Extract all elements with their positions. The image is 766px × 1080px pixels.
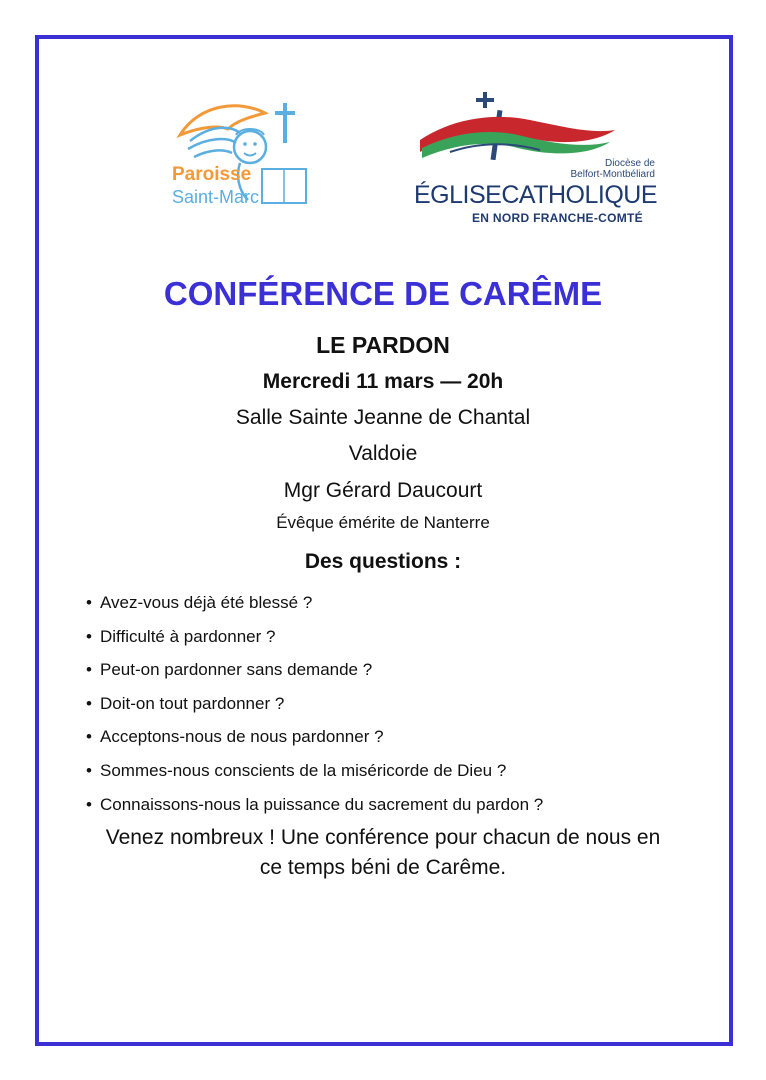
paroisse-name-line1: Paroisse xyxy=(172,164,252,185)
bullet-icon: • xyxy=(86,593,92,612)
paroisse-name-line2: Saint-Marc xyxy=(172,187,260,207)
closing-message xyxy=(40,823,726,883)
wordmark-part1: ÉGLISE xyxy=(414,181,502,209)
paroisse-saint-marc-logo xyxy=(170,95,315,215)
event-city: Valdoie xyxy=(348,442,418,465)
bullet-icon: • xyxy=(86,727,92,747)
page-title: CONFÉRENCE DE CARÊME xyxy=(163,275,603,312)
closing-line1: Venez nombreux ! Une conférence pour chacun de nous en xyxy=(105,826,661,849)
question-text: Sommes-nous conscients de la miséricorde de Dieu ? xyxy=(100,760,507,780)
question-item xyxy=(86,754,543,788)
question-text: Doit-on tout pardonner ? xyxy=(100,693,285,713)
questions-heading: Des questions : xyxy=(304,550,462,573)
bullet-icon: • xyxy=(86,626,92,646)
diocese-logo xyxy=(410,90,655,230)
question-item xyxy=(86,586,543,620)
bullet-icon: • xyxy=(86,660,92,680)
question-item xyxy=(86,720,543,754)
question-text: Connaissons-nous la puissance du sacrement du pardon ? xyxy=(100,794,544,814)
speaker-role: Évêque émérite de Nanterre xyxy=(276,513,490,532)
diocese-region: EN NORD FRANCHE-COMTÉ xyxy=(472,211,643,225)
closing-line2: ce temps béni de Carême. xyxy=(259,856,507,879)
conference-subject: LE PARDON xyxy=(316,332,450,358)
question-item xyxy=(86,620,543,654)
event-venue: Salle Sainte Jeanne de Chantal xyxy=(235,406,531,429)
questions-list xyxy=(86,586,543,821)
event-date: Mercredi 11 mars — 20h xyxy=(262,370,504,393)
speaker-name: Mgr Gérard Daucourt xyxy=(283,479,483,502)
diocese-small-line1: Diocèse de xyxy=(604,158,655,169)
bullet-icon: • xyxy=(86,693,92,713)
question-item xyxy=(86,687,543,721)
question-text: Peut-on pardonner sans demande ? xyxy=(100,660,373,680)
eglise-catholique-wordmark xyxy=(414,181,657,209)
cross-waves-icon xyxy=(410,90,655,160)
question-text: Avez-vous déjà été blessé ? xyxy=(100,593,313,612)
diocese-small-line2: Belfort-Montbéliard xyxy=(570,169,655,180)
bullet-icon: • xyxy=(86,760,92,780)
wordmark-part2: CATHOLIQUE xyxy=(501,181,657,209)
question-text: Acceptons-nous de nous pardonner ? xyxy=(100,727,384,747)
question-item xyxy=(86,788,543,822)
question-item xyxy=(86,653,543,687)
bullet-icon: • xyxy=(86,794,92,814)
question-text: Difficulté à pardonner ? xyxy=(100,626,276,646)
